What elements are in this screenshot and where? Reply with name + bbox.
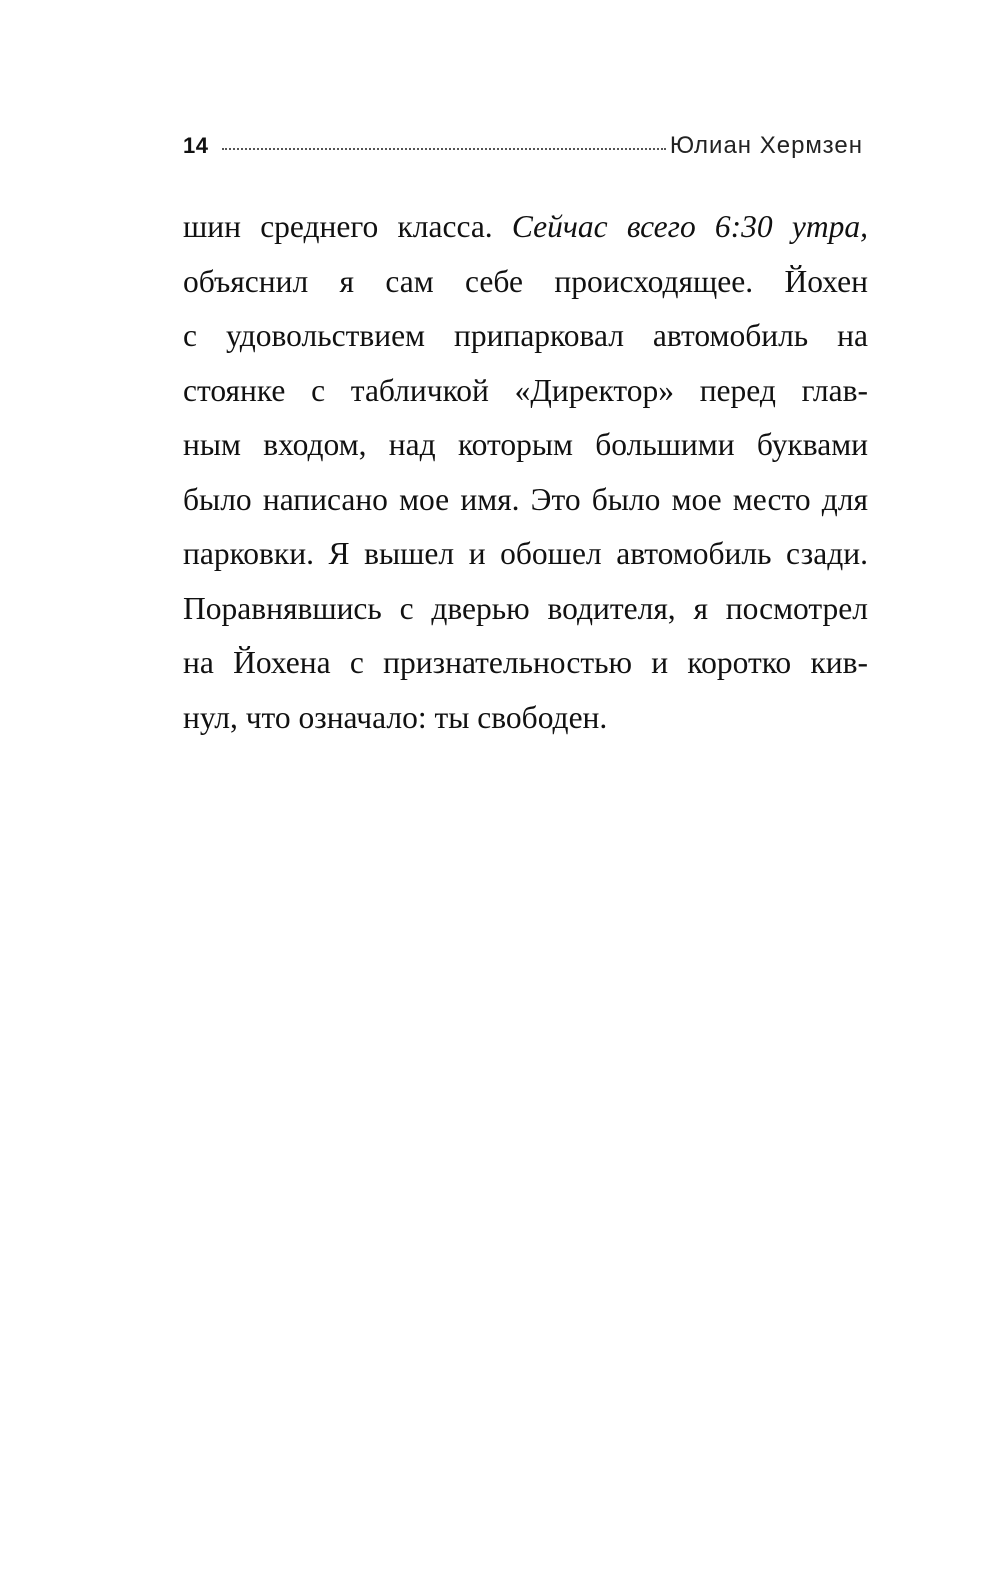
text-line: нул, что означало: ты свободен. <box>183 699 608 735</box>
text-line: с удовольствием припарковал автомобиль на <box>183 318 868 353</box>
body-text <box>183 200 868 745</box>
text-line: ным входом, над которым большими буквами <box>183 427 868 462</box>
text-line: парковки. Я вышел и обошел автомобиль сзади. <box>183 536 868 571</box>
text-line: объяснил я сам себе происходящее. Йохен <box>183 263 868 299</box>
text-line: было написано мое имя. Это было мое место для <box>183 481 868 517</box>
running-header <box>183 132 863 168</box>
author-name: Юлиан Хермзен <box>669 132 863 159</box>
page-number: 14 <box>183 133 209 158</box>
text-line: стоянке с табличкой «Директор» перед глав- <box>183 372 868 408</box>
italic-thought: Сейчас всего 6:30 утра, <box>511 209 868 244</box>
dot-leader <box>222 148 665 150</box>
text-segment: шин среднего класса. <box>183 209 512 244</box>
text-line <box>183 200 868 255</box>
text-line: на Йохена с признательностью и коротко кив- <box>183 645 868 680</box>
text-line: Поравнявшись с дверью водителя, я посмотрел <box>183 590 868 626</box>
